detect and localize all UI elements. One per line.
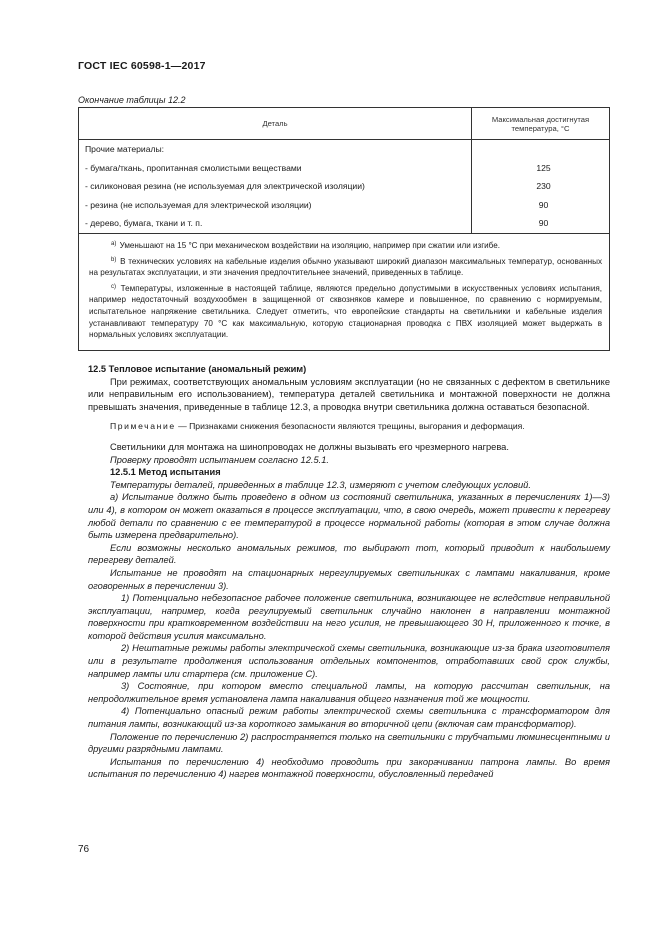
footnote-mark: c) — [111, 283, 116, 290]
paragraph: Температуры деталей, приведенных в таблице 12.3, измеряют с учетом следующих условий. — [110, 479, 531, 490]
paragraph: Положение по перечислению 2) распространяется только на светильники с трубчатыми люминесцентными и другими разрядными лампами. — [88, 731, 610, 755]
list-item: 3) Состояние, при котором вместо специальной лампы, на которую рассчитан светильник, на непродолжительное время установлена лампа накаливания общего назначения той же мощности. — [88, 681, 610, 704]
section-content — [88, 363, 610, 781]
list-item: 4) Потенциально опасный режим работы электрической схемы светильника с трансформатором для питания лампы, возникающий из-за короткого замыкания во вторичной цепи (включая сам трансформатор). — [88, 706, 610, 730]
table-notes-row — [79, 233, 610, 350]
table-row-label: - силиконовая резина (не используемая для электрической изоляции) — [85, 181, 365, 192]
paragraph: Испытание не проводят на стационарных нерегулируемых светильниках с лампами накаливания, кроме оговоренных в перечислении 3). — [88, 567, 610, 591]
table-row-label: - дерево, бумага, ткани и т. п. — [85, 218, 203, 229]
table-row-value: 90 — [538, 199, 549, 210]
footnote-mark: b) — [111, 256, 117, 263]
table-row-value: 90 — [538, 218, 549, 229]
table-row-label: - резина (не используемая для электрической изоляции) — [85, 199, 312, 210]
temperature-column-cell — [472, 140, 610, 234]
table-footnote — [89, 239, 602, 252]
table-notes — [79, 233, 610, 350]
table-row-value — [472, 140, 609, 159]
table-row-value: 125 — [536, 162, 551, 173]
column-header-detail: Деталь — [79, 108, 472, 140]
footnote-text: Уменьшают на 15 °С при механическом воздействии на изоляцию, например при сжатии или изгибе. — [119, 240, 500, 250]
section-intro: При режимах, соответствующих аномальным условиям эксплуатации (но не связанных с дефектом в светильнике или неправильным его использованием), температура деталей светильника и монтажной поверхности не должна превышать значения, приведенные в таблице 12.3, а проводка внутри светильника должна оставаться безопасной. — [88, 376, 610, 412]
table-footnote — [89, 255, 602, 279]
paragraph: а) Испытание должно быть проведено в одном из состояний светильника, указанных в перечислениях 1)—3) или 4), в котором он может оказаться в процессе эксплуатации, что, в свою очередь, может привести к перегреву любой детали по сравнению с ее температурой в процессе нормальной работы (которая в этом случае должна быть измерена предварительно). — [88, 492, 610, 541]
page-number: 76 — [78, 844, 90, 855]
paragraph: Если возможны несколько аномальных режимов, то выбирают тот, который приводит к наибольшему перегреву деталей. — [88, 542, 610, 566]
table-row-label: - бумага/ткань, пропитанная смолистыми веществами — [85, 162, 302, 173]
note-paragraph — [88, 420, 610, 433]
table-row-label: Прочие материалы: — [85, 144, 165, 154]
note-text: — Признаками снижения безопасности являются трещины, выгорания и деформация. — [175, 421, 525, 432]
document-header: ГОСТ IEC 60598-1—2017 — [78, 60, 206, 72]
table-footnote — [89, 282, 602, 341]
table-body-row — [79, 140, 610, 234]
check-paragraph: Проверку проводят испытанием согласно 12.5.1. — [110, 454, 329, 465]
footnote-text: В технических условиях на кабельные изделия обычно указывают широкий диапазон максимальных температур, основанных на результатах эксплуатации, и эти значения предпочтительнее значений, приведенных в таблице. — [89, 256, 602, 278]
column-header-temperature — [472, 108, 610, 140]
list-item: 1) Потенциально небезопасное рабочее положение светильника, возникающее не вследствие неправильной эксплуатации, например, когда регулируемый светильник случайно наклонен в направлении монтажной поверхности при кратковременном воздействии на него усилия, не превышающего 30 Н, приложенного к точке, в которой действия усилия максимально. — [88, 593, 610, 641]
table-header-row — [79, 108, 610, 140]
table-row-value: 230 — [536, 181, 551, 192]
footnote-text: Температуры, изложенные в настоящей таблице, являются предельно допустимыми в искусственных условиях испытания, например недостаточный воздухообмен в защищенной от сквозняков камере и повышенное, по сравнению с нормируемым, испытательное напряжение светильника. Следует отметить, что европейские стандарты на светильники и кабельные изделия устанавливают температуру 70 °С как максимальную, которую стационарная проводка с ПВХ изоляцией может выдержать в нормальных условиях эксплуатации. — [89, 283, 603, 340]
paragraph: Испытания по перечислению 4) необходимо проводить при закорачивании патрона лампы. Во время испытания по перечислению 4) нагрев монтажной поверхности, обусловленный передачей — [88, 756, 610, 780]
section-heading: 12.5 Тепловое испытание (аномальный режим) — [88, 364, 307, 374]
detail-column-cell — [79, 140, 472, 234]
note-label: Примечание — [110, 421, 176, 432]
footnote-mark: a) — [111, 240, 117, 247]
subsection-heading: 12.5.1 Метод испытания — [110, 467, 221, 478]
list-item: 2) Нештатные режимы работы электрической схемы светильника, возникающие из-за брака изготовителя или в результате продолжения использования отдельных компонентов, отработавших свой срок службы, например лампы или стартера (см. приложение С). — [88, 643, 610, 679]
column-header-temperature-line1: Максимальная достигнутая — [491, 114, 590, 124]
column-header-temperature-line2: температура, °С — [511, 123, 570, 133]
busbar-paragraph: Светильники для монтажа на шинопроводах не должны вызывать его чрезмерного нагрева. — [110, 441, 509, 452]
table-caption: Окончание таблицы 12.2 — [78, 95, 186, 105]
temperature-table — [78, 107, 610, 351]
